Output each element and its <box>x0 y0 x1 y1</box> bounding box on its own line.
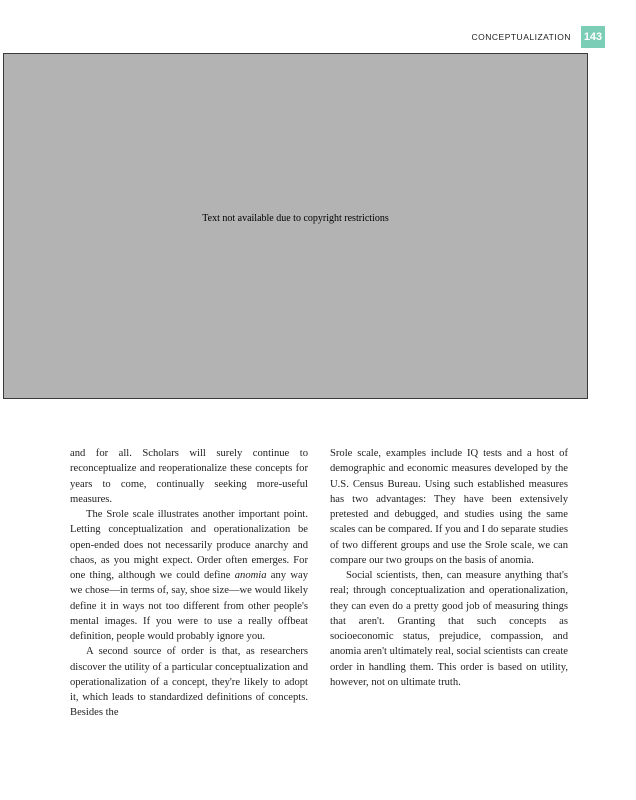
left-paragraph-3: A second source of order is that, as researchers discover the utility of a particular conceptualization and operationalization of a concept, they're likely to adopt it, which leads to standardized definitions of concepts. Besides the <box>70 646 308 719</box>
left-paragraph-2 <box>70 507 308 644</box>
left-paragraph-2-end: any way we chose—in terms of, say, shoe size—we would likely define it in ways not too different from other people's mental images. If you were to use a really offbeat definition, people would probably ignore you. <box>70 570 308 642</box>
page-number: 143 <box>581 26 605 48</box>
right-paragraph-1: Srole scale, examples include IQ tests and a host of demographic and economic measures developed by the U.S. Census Bureau. Using such established measures has two advantages: They have been extensively pretested and debugged, and studies using the same scales can be compared. If you and I do separate studies of two different groups and use the Srole scale, we can compare our two groups on the basis of anomia. <box>330 448 568 566</box>
anomia-emphasis: anomia <box>234 570 267 581</box>
right-text-column <box>330 446 568 690</box>
copyright-notice: Text not available due to copyright restrictions <box>202 212 389 224</box>
left-text-column <box>70 446 308 721</box>
left-paragraph-2-start: The Srole scale illustrates another important point. Letting conceptualization and operationalization be open-ended does not necessarily produce anarchy and chaos, as you might expect. Order often emerges. For one thing, although we could define <box>70 509 308 581</box>
right-paragraph-2: Social scientists, then, can measure anything that's real; through conceptualization and operationalization, they can even do a pretty good job of measuring things that aren't. Granting that such concepts as socioeconomic status, prejudice, compassion, and anomia aren't ultimately real, social scientists can create order in handling them. This order is based on utility, however, not on ultimate truth. <box>330 570 568 688</box>
running-head <box>472 26 606 48</box>
copyright-redaction-box <box>3 53 588 399</box>
left-paragraph-1: and for all. Scholars will surely continue to reconceptualize and reoperationalize these concepts for years to come, continually seeking more-useful measures. <box>70 448 308 505</box>
section-title: CONCEPTUALIZATION <box>471 32 571 42</box>
